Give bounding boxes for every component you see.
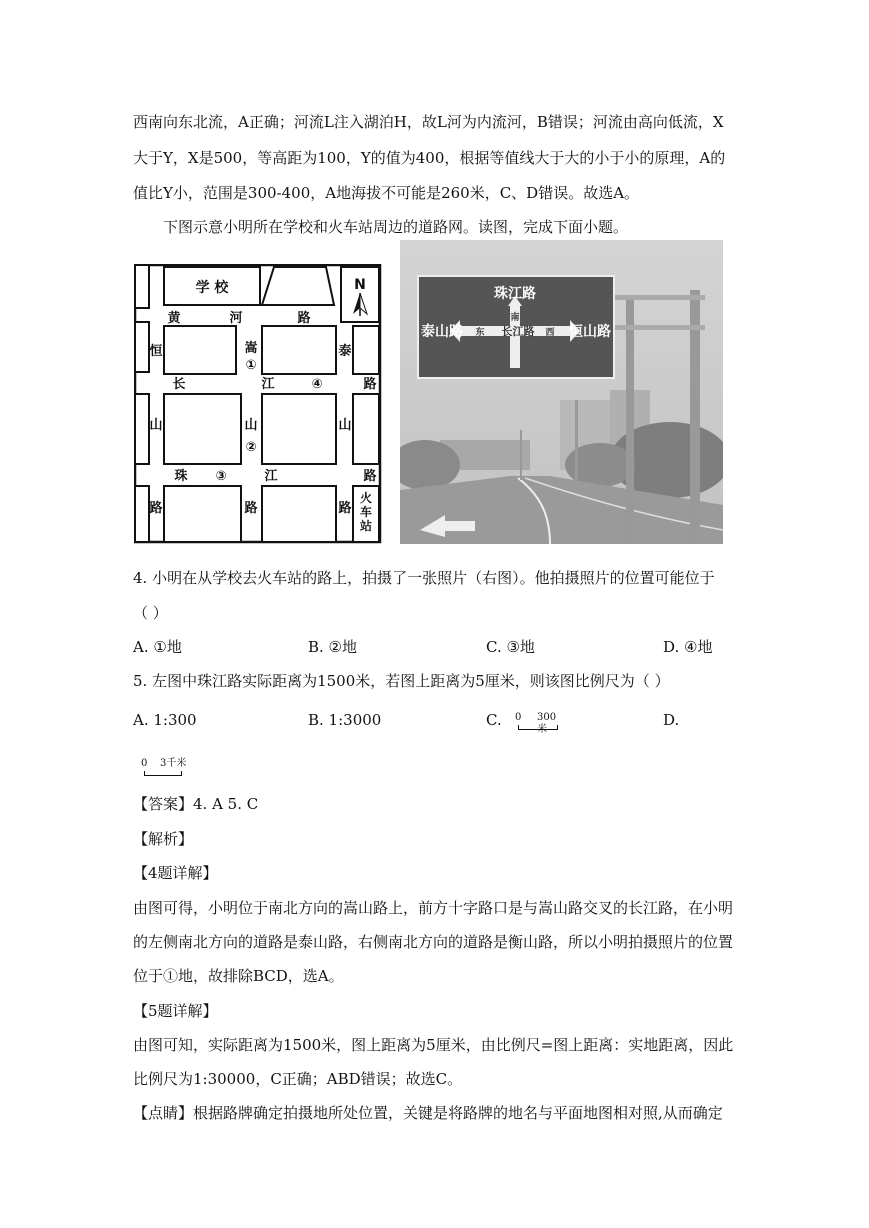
q5-detail: 比例尺为1:30000，C正确；ABD错误；故选C。 xyxy=(133,1070,463,1088)
map-label: 山 xyxy=(149,418,163,433)
q4-option-a: A. ①地 xyxy=(133,638,182,656)
station-label: 站 xyxy=(359,519,373,533)
map-label: 山 xyxy=(244,418,258,433)
map-label: 路 xyxy=(297,311,311,326)
q5-option-a: A. 1:300 xyxy=(133,711,197,729)
question-intro: 下图示意小明所在学校和火车站周边的道路网。读图，完成下面小题。 xyxy=(163,218,629,236)
map-label: 江 xyxy=(264,469,278,484)
tip-line: 【点睛】根据路牌确定拍摄地所处位置，关键是将路牌的地名与平面地图相对照,从而确定 xyxy=(133,1104,723,1122)
q5-option-b: B. 1:3000 xyxy=(308,711,382,729)
answer-line: 【答案】4. A 5. C xyxy=(133,795,259,813)
question-4: 4. 小明在从学校去火车站的路上，拍摄了一张照片（右图）。他拍摄照片的位置可能位于 xyxy=(133,569,715,587)
marker-3: ③ xyxy=(215,469,227,484)
marker-2: ② xyxy=(245,440,257,455)
sign-right: 恒山路 xyxy=(569,324,611,340)
q5-option-c: C. xyxy=(486,711,502,729)
map-label: 恒 xyxy=(149,344,163,359)
scale-d-label: 3千米 xyxy=(160,758,187,769)
station-label: 火 xyxy=(359,491,373,505)
map-label: 路 xyxy=(338,501,352,516)
map-label: 珠 xyxy=(174,469,188,484)
q5-option-d: D. xyxy=(663,711,680,729)
road-sign-photo xyxy=(400,240,723,544)
q4-detail: 的左侧南北方向的道路是泰山路，右侧南北方向的道路是衡山路，所以小明拍摄照片的位置 xyxy=(133,933,734,951)
scale-d-zero: 0 xyxy=(141,758,148,769)
text-line: 大于Y，X是500，等高距为100，Y的值为400，根据等值线大于大的小于小的原理，A的 xyxy=(133,149,726,167)
map-label: 路 xyxy=(149,501,163,516)
station-label: 车 xyxy=(359,505,373,519)
sign-west: 西 xyxy=(545,328,555,338)
q4-detail: 位于①地，故排除BCD，选A。 xyxy=(133,967,344,985)
q4-detail-heading: 【4题详解】 xyxy=(133,864,218,882)
north-label: N xyxy=(354,277,366,293)
sign-top: 珠江路 xyxy=(494,286,536,302)
map-label: 河 xyxy=(229,311,243,326)
map-label: 嵩 xyxy=(244,341,258,356)
map-label: 长 xyxy=(172,377,186,392)
q4-detail: 由图可得，小明位于南北方向的嵩山路上，前方十字路口是与嵩山路交叉的长江路，在小明 xyxy=(133,899,734,917)
map-label: 路 xyxy=(363,377,377,392)
question-4-paren: （ ） xyxy=(133,604,168,622)
road-network-map xyxy=(134,264,384,544)
marker-1: ① xyxy=(245,358,257,373)
text-line: 西南向东北流，A正确；河流L注入湖泊H，故L河为内流河，B错误；河流由高向低流，X xyxy=(133,113,724,131)
map-label: 山 xyxy=(338,418,352,433)
sign-south: 南 xyxy=(510,313,520,323)
sign-center: 长江路 xyxy=(501,325,535,338)
scale-c-zero: 0 xyxy=(515,712,522,723)
map-school-label: 学 校 xyxy=(195,280,229,296)
analysis-heading: 【解析】 xyxy=(133,830,194,848)
sign-east: 东 xyxy=(475,328,485,338)
map-label: 泰 xyxy=(338,344,352,359)
q5-detail-heading: 【5题详解】 xyxy=(133,1002,218,1020)
map-label: 路 xyxy=(363,469,377,484)
q4-option-d: D. ④地 xyxy=(663,638,713,656)
question-5: 5. 左图中珠江路实际距离为1500米，若图上距离为5厘米，则该图比例尺为（ ） xyxy=(133,672,670,690)
q4-option-c: C. ③地 xyxy=(486,638,535,656)
scale-bar-c xyxy=(515,712,565,735)
map-label: 江 xyxy=(261,377,275,392)
map-label: 路 xyxy=(244,501,258,516)
scale-bar-d xyxy=(141,758,191,778)
text-line: 值比Y小，范围是300-400，A地海拔不可能是260米，C、D错误。故选A。 xyxy=(133,184,640,202)
marker-4: ④ xyxy=(311,377,323,392)
q5-detail: 由图可知，实际距离为1500米，图上距离为5厘米，由比例尺=图上距离：实地距离，因此 xyxy=(133,1036,734,1054)
sign-left: 泰山路 xyxy=(421,324,463,340)
map-label: 黄 xyxy=(167,311,181,326)
q4-option-b: B. ②地 xyxy=(308,638,358,656)
scale-c-label: 300米 xyxy=(537,712,557,735)
